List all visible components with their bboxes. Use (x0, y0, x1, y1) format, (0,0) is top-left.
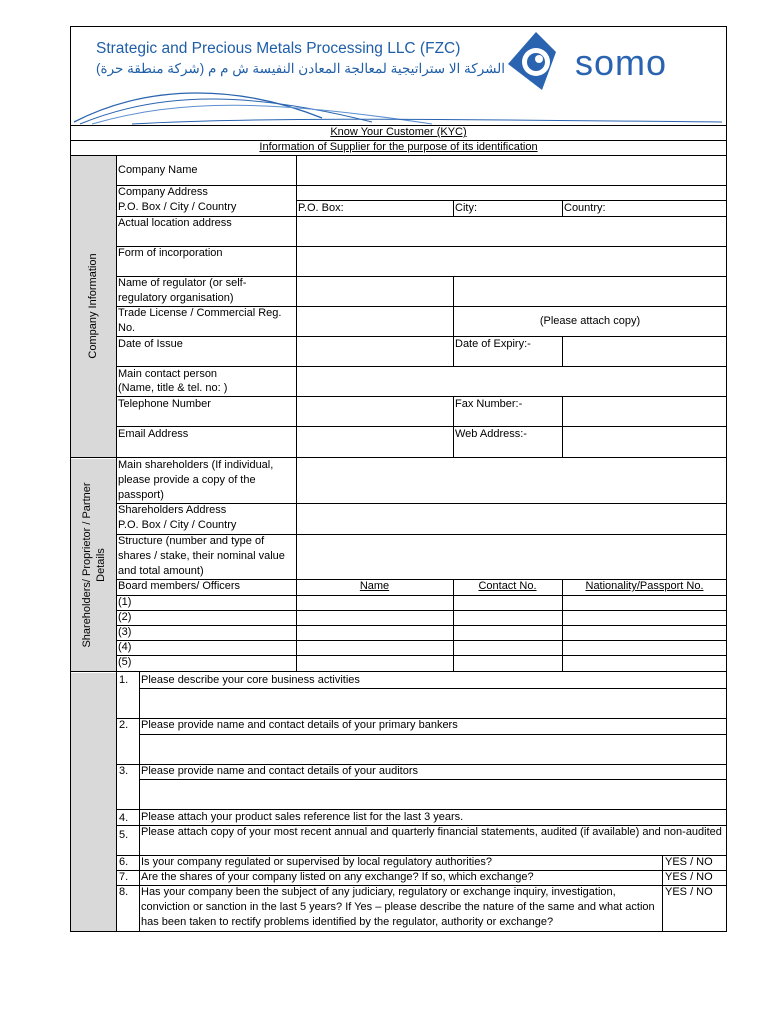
q5-number: 5. (119, 829, 129, 841)
label-shareholders-po: P.O. Box / City / Country (118, 519, 237, 531)
label-actual-location: Actual location address (118, 217, 232, 229)
col-contact: Contact No. (478, 580, 537, 592)
q1-text: Please describe your core business activities (141, 674, 360, 686)
label-company-address: Company Address (118, 186, 208, 198)
questions-sidebar (71, 673, 117, 931)
field-country[interactable]: Country: (564, 202, 606, 214)
header-swoosh (72, 82, 722, 126)
board-row-1: (1) (118, 596, 132, 608)
section-company-information: Company Information (87, 253, 99, 359)
label-board-members: Board members/ Officers (118, 580, 241, 592)
label-shareholders-address: Shareholders Address (118, 504, 227, 516)
label-email: Email Address (118, 428, 189, 440)
somo-logo-text: somo (575, 42, 668, 83)
label-main-contact: Main contact person (118, 368, 218, 380)
q6-answer[interactable]: YES / NO (665, 856, 713, 868)
label-regulator: Name of regulator (or self-regulatory organisation) (118, 277, 247, 304)
q7-answer[interactable]: YES / NO (665, 871, 713, 883)
board-row-5: (5) (118, 656, 132, 668)
q7-number: 7. (119, 871, 129, 883)
label-structure: Structure (number and type of shares / stake, their nominal value and total amount) (118, 535, 285, 577)
q6-text: Is your company regulated or supervised by local regulatory authorities? (141, 856, 492, 868)
label-main-contact-sub: (Name, title & tel. no: ) (118, 382, 228, 394)
col-nationality: Nationality/Passport No. (585, 580, 704, 592)
field-po-box[interactable]: P.O. Box: (298, 202, 344, 214)
form-title: Know Your Customer (KYC) (330, 126, 467, 138)
board-row-4: (4) (118, 641, 132, 653)
col-name: Name (359, 580, 390, 592)
q1-number: 1. (119, 674, 129, 686)
label-web: Web Address:- (455, 428, 527, 440)
company-name-arabic: الشركة الا ستراتيجية لمعالجة المعادن النفيسة ش م م (شركة منطقة حرة) (96, 61, 506, 76)
q3-number: 3. (119, 765, 129, 777)
q7-text: Are the shares of your company listed on any exchange? If so, which exchange? (141, 871, 534, 883)
q8-text: Has your company been the subject of any judiciary, regulatory or exchange inquiry, investigation, conviction or sanction in the last 5 years? If Yes – please describe the nature of the same and what action has been taken to rectify problems identified by the regulator, authority or exchange? (141, 886, 655, 928)
label-date-issue: Date of Issue (118, 338, 183, 350)
form-subtitle: Information of Supplier for the purpose of its identification (259, 141, 538, 153)
q2-text: Please provide name and contact details of your primary bankers (141, 719, 458, 731)
q8-answer[interactable]: YES / NO (665, 886, 713, 898)
label-date-expiry: Date of Expiry:- (455, 338, 531, 350)
field-city[interactable]: City: (455, 202, 477, 214)
label-company-name: Company Name (118, 164, 198, 176)
q4-number: 4. (119, 812, 129, 824)
q4-text: Please attach your product sales reference list for the last 3 years. (141, 811, 464, 823)
q5-text: Please attach copy of your most recent annual and quarterly financial statements, audited (if available) and non-audited (141, 826, 722, 838)
label-fax: Fax Number:- (455, 398, 523, 410)
q6-number: 6. (119, 856, 129, 868)
label-telephone: Telephone Number (118, 398, 211, 410)
label-trade-license: Trade License / Commercial Reg. No. (118, 307, 282, 334)
board-row-3: (3) (118, 626, 132, 638)
label-form-incorporation: Form of incorporation (118, 247, 223, 259)
label-po-city-country: P.O. Box / City / Country (118, 201, 237, 213)
q3-text: Please provide name and contact details of your auditors (141, 765, 418, 777)
board-row-2: (2) (118, 611, 132, 623)
q2-number: 2. (119, 719, 129, 731)
company-name-header: Strategic and Precious Metals Processing LLC (FZC) (96, 40, 461, 57)
q8-number: 8. (119, 886, 129, 898)
section-shareholders: Shareholders/ Proprietor / Partner Details (81, 482, 107, 648)
label-main-shareholders: Main shareholders (If individual, please provide a copy of the passport) (118, 459, 274, 501)
note-attach-copy: (Please attach copy) (539, 315, 641, 327)
